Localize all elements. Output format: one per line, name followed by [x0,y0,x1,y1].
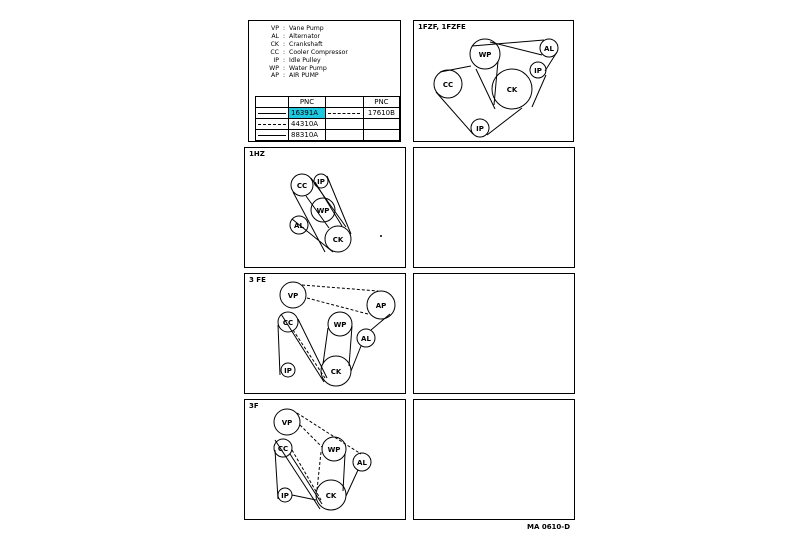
legend-list [257,25,348,80]
panel-label: 1FZF, 1FZFE [418,23,466,31]
diagram-panel-3fe [244,273,406,394]
panel-label: 3 FE [249,276,266,284]
label-ip: IP [476,125,484,133]
diagram-panel-1hz [244,147,406,268]
legend-item: VP : Vane Pump [271,25,324,32]
line-sample-thin [256,130,289,141]
label-ip: IP [281,492,289,500]
label-ck: CK [330,368,342,376]
pnc-table [255,96,400,141]
diagram-panel-3f [244,399,406,520]
pnc-header: PNC [289,97,326,108]
label-wp: WP [478,51,492,59]
pnc-cell [363,130,399,141]
legend-item: AL : Alternator [271,32,321,40]
pnc-cell [363,119,399,130]
belt-diagram [414,21,575,143]
empty-panel [413,273,575,394]
line-sample-dashed [256,119,289,130]
label-cc: CC [442,81,454,89]
legend-item: IP : Idle Pulley [273,56,321,64]
line-sample-solid [256,108,289,119]
label-ap: AP [375,302,387,310]
label-cc: CC [296,182,308,190]
pnc-cell: 16391A [289,108,326,119]
label-ck: CK [325,492,337,500]
reference-code: MA 0610-D [527,523,571,531]
belt-diagram [245,274,407,395]
empty-panel [413,399,575,520]
pnc-cell: 17610B [363,108,399,119]
label-al: AL [294,222,304,230]
legend-item: CC : Cooler Compressor [270,48,348,56]
line-sample-dashdot [325,108,363,119]
label-ip: IP [284,367,292,375]
label-al: AL [357,459,367,467]
label-wp: WP [333,321,347,329]
label-cc: CC [282,319,294,327]
belt-diagram [245,148,407,269]
label-ck: CK [332,236,344,244]
panel-label: 1HZ [249,150,265,158]
label-al: AL [361,335,371,343]
label-wp: WP [316,207,330,215]
legend-item: WP : Water Pump [269,64,327,72]
label-cc: CC [277,445,289,453]
belt-diagram [245,400,407,521]
legend-item: AP : AIR PUMP [271,72,319,80]
label-ip: IP [534,67,542,75]
empty-panel [413,147,575,268]
label-wp: WP [327,446,341,454]
pnc-header: PNC [363,97,399,108]
label-ck: CK [506,86,518,94]
panel-label: 3F [249,402,259,410]
diagram-panel-1fzf [413,20,574,142]
legend-panel [248,20,401,142]
pnc-cell: 88310A [289,130,326,141]
label-al: AL [544,45,554,53]
label-vp: VP [281,419,293,427]
legend-item: CK : Crankshaft [270,40,323,48]
label-vp: VP [287,292,299,300]
pnc-cell: 44310A [289,119,326,130]
label-ip: IP [317,178,325,186]
